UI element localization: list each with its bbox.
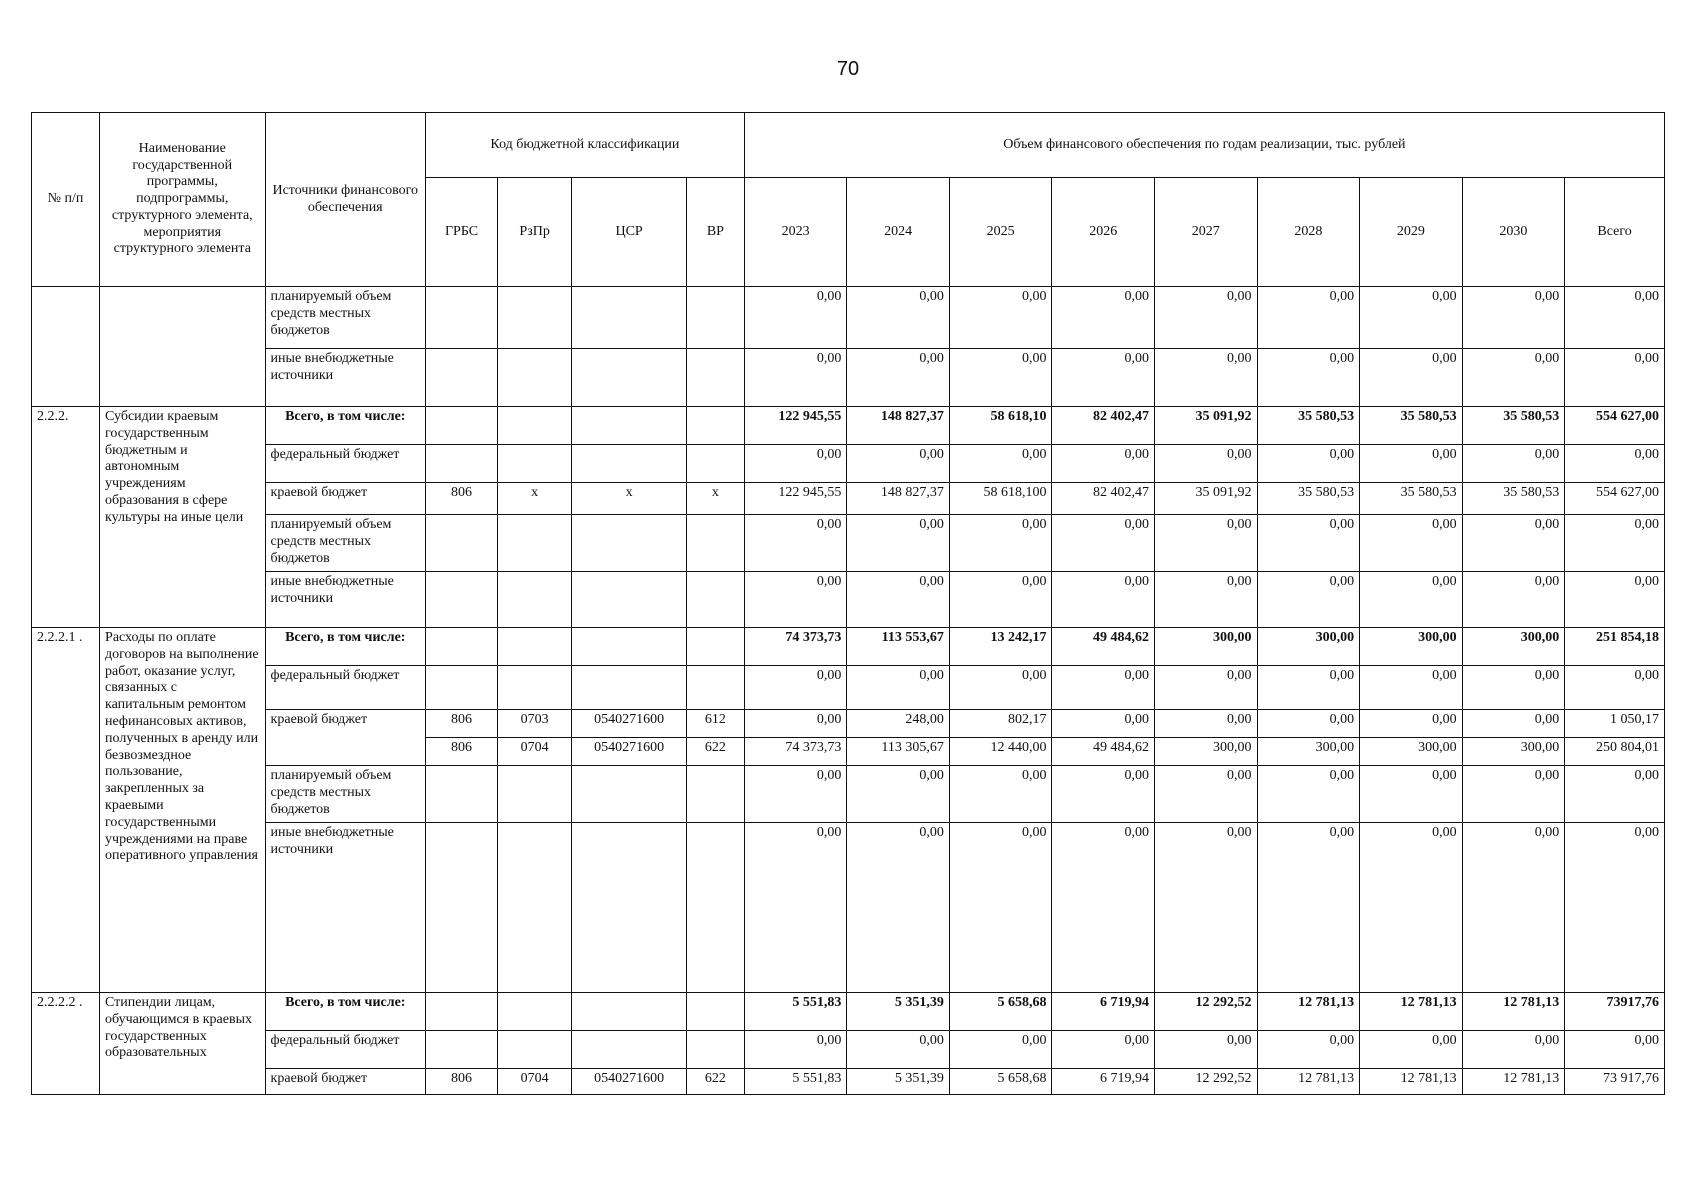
value-year: 12 292,52 [1155, 1069, 1258, 1095]
table-row [32, 823, 1665, 993]
item-name: Расходы по оплате договоров на выполнение работ, оказание услуг, связанных с капитальным ремонтом нефинансовых активов, полученных в аренду или безвозмездное пользование, закрепленных за краевыми государственными учреждениями на праве оперативного управления [100, 628, 266, 993]
code-rzpr [498, 1031, 572, 1069]
value-year: 0,00 [1462, 445, 1565, 483]
code-csr [572, 1031, 687, 1069]
table-body [32, 287, 1665, 1095]
value-year: 5 658,68 [949, 1069, 1052, 1095]
code-grbs [425, 445, 497, 483]
header-years-group: Объем финансового обеспечения по годам реализации, тыс. рублей [744, 113, 1664, 178]
header-num: № п/п [32, 113, 100, 287]
value-year: 113 553,67 [847, 628, 950, 666]
value-year: 300,00 [1360, 738, 1463, 766]
header-source: Источники финансового обеспечения [265, 113, 425, 287]
header-year: 2025 [949, 178, 1052, 287]
value-year: 0,00 [1155, 515, 1258, 572]
code-grbs [425, 407, 497, 445]
item-name: Субсидии краевым государственным бюджетным и автономным учреждениям образования в сфере культуры на иные цели [100, 407, 266, 628]
code-rzpr [498, 407, 572, 445]
code-grbs: 806 [425, 710, 497, 738]
value-year: 0,00 [847, 515, 950, 572]
value-year: 0,00 [949, 515, 1052, 572]
funding-source: краевой бюджет [265, 483, 425, 515]
value-year: 300,00 [1462, 738, 1565, 766]
code-csr: 0540271600 [572, 1069, 687, 1095]
value-year: 35 580,53 [1360, 407, 1463, 445]
value-year: 0,00 [1052, 666, 1155, 710]
value-year: 0,00 [744, 572, 847, 628]
code-csr [572, 572, 687, 628]
code-csr [572, 993, 687, 1031]
value-year: 0,00 [847, 666, 950, 710]
value-year: 0,00 [1052, 445, 1155, 483]
value-total: 73917,76 [1565, 993, 1665, 1031]
value-year: 300,00 [1462, 628, 1565, 666]
value-year: 0,00 [949, 445, 1052, 483]
value-total: 1 050,17 [1565, 710, 1665, 738]
code-csr [572, 823, 687, 993]
value-year: 0,00 [1462, 823, 1565, 993]
value-year: 82 402,47 [1052, 407, 1155, 445]
value-year: 35 091,92 [1155, 407, 1258, 445]
code-vr [686, 407, 744, 445]
code-vr [686, 572, 744, 628]
value-total: 0,00 [1565, 349, 1665, 407]
row-number: 2.2.2. [32, 407, 100, 628]
funding-source: Всего, в том числе: [265, 407, 425, 445]
value-year: 0,00 [744, 823, 847, 993]
header-year: 2026 [1052, 178, 1155, 287]
value-year: 5 351,39 [847, 1069, 950, 1095]
value-year: 122 945,55 [744, 483, 847, 515]
table-row [32, 407, 1665, 445]
value-year: 5 551,83 [744, 1069, 847, 1095]
value-year: 0,00 [1052, 766, 1155, 823]
value-year: 0,00 [1155, 1031, 1258, 1069]
value-year: 0,00 [1052, 349, 1155, 407]
value-year: 0,00 [1462, 1031, 1565, 1069]
header-year: 2023 [744, 178, 847, 287]
value-year: 0,00 [1052, 710, 1155, 738]
value-total: 554 627,00 [1565, 483, 1665, 515]
value-year: 74 373,73 [744, 628, 847, 666]
value-year: 0,00 [1257, 349, 1360, 407]
value-year: 148 827,37 [847, 483, 950, 515]
code-csr [572, 349, 687, 407]
value-year: 12 781,13 [1360, 1069, 1463, 1095]
header-csr: ЦСР [572, 178, 687, 287]
code-rzpr [498, 287, 572, 349]
header-year: 2027 [1155, 178, 1258, 287]
value-year: 5 658,68 [949, 993, 1052, 1031]
value-year: 0,00 [1462, 349, 1565, 407]
table-row [32, 287, 1665, 349]
code-rzpr [498, 349, 572, 407]
code-grbs [425, 515, 497, 572]
value-year: 0,00 [949, 349, 1052, 407]
value-year: 0,00 [949, 823, 1052, 993]
code-csr: х [572, 483, 687, 515]
value-year: 0,00 [1052, 823, 1155, 993]
code-rzpr [498, 515, 572, 572]
value-year: 12 781,13 [1257, 993, 1360, 1031]
value-year: 0,00 [1360, 1031, 1463, 1069]
value-year: 0,00 [1462, 766, 1565, 823]
value-year: 0,00 [1360, 823, 1463, 993]
value-total: 0,00 [1565, 766, 1665, 823]
value-year: 5 351,39 [847, 993, 950, 1031]
value-total: 251 854,18 [1565, 628, 1665, 666]
value-year: 0,00 [1462, 515, 1565, 572]
value-year: 0,00 [847, 287, 950, 349]
funding-source: иные внебюджетные источники [265, 572, 425, 628]
value-year: 12 292,52 [1155, 993, 1258, 1031]
header-year: 2030 [1462, 178, 1565, 287]
code-csr [572, 766, 687, 823]
code-grbs [425, 628, 497, 666]
value-year: 0,00 [1155, 666, 1258, 710]
value-total: 250 804,01 [1565, 738, 1665, 766]
table-row [32, 993, 1665, 1031]
value-year: 0,00 [1155, 349, 1258, 407]
table-row [32, 628, 1665, 666]
value-year: 0,00 [847, 766, 950, 823]
value-year: 0,00 [1462, 287, 1565, 349]
code-rzpr: 0704 [498, 738, 572, 766]
code-csr [572, 407, 687, 445]
funding-source: федеральный бюджет [265, 666, 425, 710]
value-year: 82 402,47 [1052, 483, 1155, 515]
funding-source: иные внебюджетные источники [265, 823, 425, 993]
code-rzpr [498, 628, 572, 666]
value-year: 0,00 [744, 445, 847, 483]
code-csr [572, 515, 687, 572]
value-year: 35 580,53 [1462, 407, 1565, 445]
value-year: 0,00 [1155, 572, 1258, 628]
code-rzpr [498, 993, 572, 1031]
item-name [100, 287, 266, 407]
code-csr [572, 287, 687, 349]
code-grbs [425, 1031, 497, 1069]
value-year: 13 242,17 [949, 628, 1052, 666]
funding-source: федеральный бюджет [265, 445, 425, 483]
value-year: 0,00 [1462, 572, 1565, 628]
item-name: Стипендии лицам, обучающимся в краевых государственных образовательных [100, 993, 266, 1095]
value-year: 0,00 [949, 666, 1052, 710]
header-rzpr: РзПр [498, 178, 572, 287]
value-year: 0,00 [1360, 349, 1463, 407]
value-year: 74 373,73 [744, 738, 847, 766]
table-row [32, 515, 1665, 572]
value-year: 0,00 [949, 287, 1052, 349]
code-vr [686, 349, 744, 407]
code-rzpr: 0703 [498, 710, 572, 738]
code-grbs [425, 572, 497, 628]
row-number: 2.2.2.2 . [32, 993, 100, 1095]
table-row [32, 483, 1665, 515]
value-year: 35 091,92 [1155, 483, 1258, 515]
value-year: 0,00 [1052, 572, 1155, 628]
value-year: 0,00 [1257, 766, 1360, 823]
value-year: 49 484,62 [1052, 628, 1155, 666]
value-year: 0,00 [744, 666, 847, 710]
code-vr [686, 445, 744, 483]
table-row [32, 766, 1665, 823]
table-row [32, 445, 1665, 483]
value-year: 0,00 [1257, 666, 1360, 710]
code-csr: 0540271600 [572, 710, 687, 738]
code-vr [686, 628, 744, 666]
code-vr: 612 [686, 710, 744, 738]
value-year: 0,00 [1155, 287, 1258, 349]
value-year: 35 580,53 [1462, 483, 1565, 515]
code-grbs: 806 [425, 1069, 497, 1095]
code-grbs [425, 349, 497, 407]
value-year: 300,00 [1155, 628, 1258, 666]
code-grbs [425, 666, 497, 710]
code-rzpr: 0704 [498, 1069, 572, 1095]
code-vr: 622 [686, 738, 744, 766]
value-year: 802,17 [949, 710, 1052, 738]
funding-source: краевой бюджет [265, 1069, 425, 1095]
table-row [32, 710, 1665, 738]
code-rzpr [498, 666, 572, 710]
code-vr [686, 515, 744, 572]
value-year: 0,00 [1155, 766, 1258, 823]
value-year: 12 781,13 [1257, 1069, 1360, 1095]
value-year: 300,00 [1257, 738, 1360, 766]
value-year: 35 580,53 [1360, 483, 1463, 515]
row-number: 2.2.2.1 . [32, 628, 100, 993]
code-grbs [425, 766, 497, 823]
value-year: 0,00 [1360, 766, 1463, 823]
value-year: 0,00 [744, 1031, 847, 1069]
header-total: Всего [1565, 178, 1665, 287]
value-year: 0,00 [1155, 710, 1258, 738]
value-year: 0,00 [1462, 666, 1565, 710]
funding-source: иные внебюджетные источники [265, 349, 425, 407]
code-rzpr [498, 823, 572, 993]
header-year: 2028 [1257, 178, 1360, 287]
value-year: 0,00 [847, 349, 950, 407]
value-year: 0,00 [744, 349, 847, 407]
funding-source: краевой бюджет [265, 710, 425, 766]
header-year: 2024 [847, 178, 950, 287]
value-total: 554 627,00 [1565, 407, 1665, 445]
code-csr: 0540271600 [572, 738, 687, 766]
value-year: 0,00 [1360, 666, 1463, 710]
value-total: 73 917,76 [1565, 1069, 1665, 1095]
value-year: 0,00 [949, 1031, 1052, 1069]
funding-source: Всего, в том числе: [265, 993, 425, 1031]
value-total: 0,00 [1565, 445, 1665, 483]
code-csr [572, 445, 687, 483]
value-year: 0,00 [1360, 710, 1463, 738]
table-row [32, 1031, 1665, 1069]
code-grbs: 806 [425, 738, 497, 766]
row-number [32, 287, 100, 407]
funding-source: планируемый объем средств местных бюджетов [265, 287, 425, 349]
funding-source: планируемый объем средств местных бюджетов [265, 515, 425, 572]
value-year: 300,00 [1257, 628, 1360, 666]
value-year: 0,00 [1360, 515, 1463, 572]
value-total: 0,00 [1565, 666, 1665, 710]
value-year: 58 618,10 [949, 407, 1052, 445]
value-year: 0,00 [949, 572, 1052, 628]
value-year: 0,00 [1155, 823, 1258, 993]
value-year: 113 305,67 [847, 738, 950, 766]
value-year: 148 827,37 [847, 407, 950, 445]
value-year: 35 580,53 [1257, 483, 1360, 515]
value-year: 12 781,13 [1462, 1069, 1565, 1095]
code-csr [572, 666, 687, 710]
value-year: 0,00 [1257, 445, 1360, 483]
value-year: 0,00 [1052, 287, 1155, 349]
value-year: 248,00 [847, 710, 950, 738]
page-number: 70 [836, 58, 860, 80]
value-year: 12 781,13 [1462, 993, 1565, 1031]
value-year: 0,00 [847, 823, 950, 993]
budget-table [31, 112, 1665, 1095]
value-total: 0,00 [1565, 287, 1665, 349]
value-year: 0,00 [744, 710, 847, 738]
value-year: 0,00 [1155, 445, 1258, 483]
code-vr [686, 1031, 744, 1069]
value-year: 0,00 [1052, 1031, 1155, 1069]
funding-source: федеральный бюджет [265, 1031, 425, 1069]
value-total: 0,00 [1565, 515, 1665, 572]
code-vr: х [686, 483, 744, 515]
value-year: 0,00 [1257, 287, 1360, 349]
header-year: 2029 [1360, 178, 1463, 287]
header-vr: ВР [686, 178, 744, 287]
value-year: 0,00 [1257, 710, 1360, 738]
code-csr [572, 628, 687, 666]
value-year: 0,00 [1052, 515, 1155, 572]
value-total: 0,00 [1565, 1031, 1665, 1069]
value-year: 12 781,13 [1360, 993, 1463, 1031]
value-year: 300,00 [1155, 738, 1258, 766]
funding-source: Всего, в том числе: [265, 628, 425, 666]
code-grbs [425, 993, 497, 1031]
value-year: 0,00 [1360, 572, 1463, 628]
code-vr [686, 666, 744, 710]
value-year: 0,00 [744, 287, 847, 349]
code-rzpr [498, 572, 572, 628]
value-year: 0,00 [949, 766, 1052, 823]
code-vr [686, 766, 744, 823]
value-year: 300,00 [1360, 628, 1463, 666]
value-year: 58 618,100 [949, 483, 1052, 515]
value-year: 0,00 [1257, 515, 1360, 572]
header-grbs: ГРБС [425, 178, 497, 287]
code-grbs: 806 [425, 483, 497, 515]
value-year: 0,00 [847, 572, 950, 628]
code-vr [686, 993, 744, 1031]
value-year: 122 945,55 [744, 407, 847, 445]
value-year: 0,00 [744, 766, 847, 823]
value-year: 0,00 [1257, 572, 1360, 628]
value-year: 0,00 [1360, 287, 1463, 349]
code-grbs [425, 823, 497, 993]
value-year: 0,00 [1462, 710, 1565, 738]
table-row [32, 666, 1665, 710]
code-rzpr [498, 445, 572, 483]
value-year: 0,00 [744, 515, 847, 572]
code-vr [686, 287, 744, 349]
code-vr [686, 823, 744, 993]
table-row [32, 572, 1665, 628]
value-year: 6 719,94 [1052, 1069, 1155, 1095]
value-year: 12 440,00 [949, 738, 1052, 766]
table-row [32, 1069, 1665, 1095]
value-year: 49 484,62 [1052, 738, 1155, 766]
header-kbk-group: Код бюджетной классификации [425, 113, 744, 178]
value-year: 0,00 [1257, 1031, 1360, 1069]
value-year: 6 719,94 [1052, 993, 1155, 1031]
funding-source: планируемый объем средств местных бюджетов [265, 766, 425, 823]
value-year: 0,00 [847, 445, 950, 483]
value-total: 0,00 [1565, 572, 1665, 628]
value-year: 35 580,53 [1257, 407, 1360, 445]
code-grbs [425, 287, 497, 349]
code-rzpr [498, 766, 572, 823]
header-name: Наименование государственной программы, подпрограммы, структурного элемента, мероприятия структурного элемента [100, 113, 266, 287]
table-row [32, 349, 1665, 407]
value-year: 5 551,83 [744, 993, 847, 1031]
value-total: 0,00 [1565, 823, 1665, 993]
value-year: 0,00 [847, 1031, 950, 1069]
code-rzpr: х [498, 483, 572, 515]
value-year: 0,00 [1360, 445, 1463, 483]
code-vr: 622 [686, 1069, 744, 1095]
value-year: 0,00 [1257, 823, 1360, 993]
